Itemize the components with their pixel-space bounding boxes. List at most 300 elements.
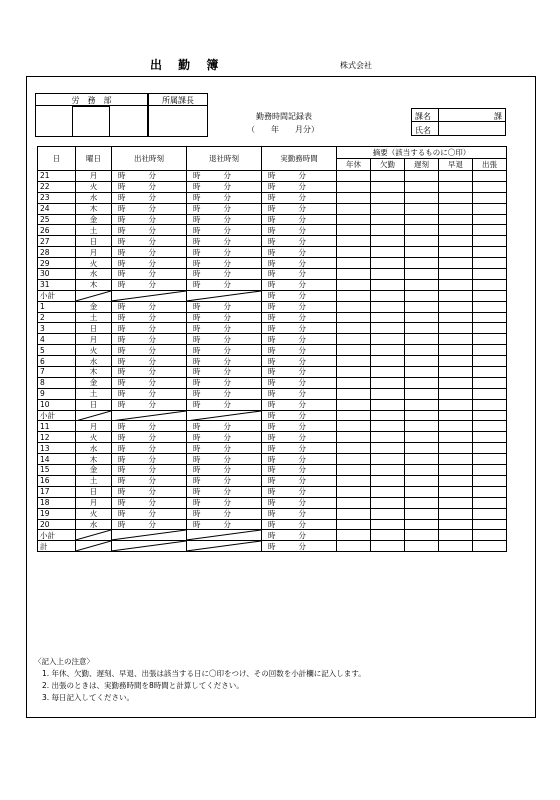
minute-unit: 分 <box>223 443 231 453</box>
remark-cell[interactable] <box>371 388 405 399</box>
remark-cell[interactable] <box>371 356 405 367</box>
time-cell[interactable] <box>112 443 187 454</box>
remark-cell[interactable] <box>405 312 439 323</box>
remark-cell[interactable] <box>337 508 371 519</box>
remark-cell[interactable] <box>473 323 507 334</box>
hour-unit: 時 <box>193 225 201 235</box>
remark-cell[interactable] <box>473 388 507 399</box>
time-cell[interactable] <box>187 367 262 378</box>
hour-unit: 時 <box>268 389 276 399</box>
remark-cell[interactable] <box>439 279 473 290</box>
remark-cell[interactable] <box>337 279 371 290</box>
remark-cell[interactable] <box>337 367 371 378</box>
remark-cell[interactable] <box>405 236 439 247</box>
minute-unit: 分 <box>148 313 156 323</box>
remark-cell[interactable] <box>439 258 473 269</box>
remark-cell[interactable] <box>337 356 371 367</box>
time-cell[interactable] <box>112 356 187 367</box>
remark-cell[interactable] <box>439 410 473 421</box>
remark-cell[interactable] <box>337 171 371 182</box>
minute-unit: 分 <box>148 421 156 431</box>
remark-cell[interactable] <box>439 171 473 182</box>
remark-cell[interactable] <box>405 225 439 236</box>
time-cell[interactable] <box>112 312 187 323</box>
remark-cell[interactable] <box>439 508 473 519</box>
remark-cell[interactable] <box>337 225 371 236</box>
weekday-cell: 日 <box>76 486 112 497</box>
remark-cell[interactable] <box>405 541 439 552</box>
remark-cell[interactable] <box>371 367 405 378</box>
remark-cell[interactable] <box>405 519 439 530</box>
time-cell[interactable] <box>262 508 337 519</box>
time-cell[interactable] <box>187 454 262 465</box>
remark-cell[interactable] <box>337 421 371 432</box>
remark-cell[interactable] <box>473 181 507 192</box>
time-cell[interactable] <box>262 203 337 214</box>
remark-cell[interactable] <box>371 508 405 519</box>
remark-cell[interactable] <box>371 530 405 541</box>
remark-cell[interactable] <box>473 203 507 214</box>
time-cell[interactable] <box>187 203 262 214</box>
remark-cell[interactable] <box>473 377 507 388</box>
remark-cell[interactable] <box>371 181 405 192</box>
attendance-rows <box>38 171 507 552</box>
minute-unit: 分 <box>298 291 306 301</box>
time-cell[interactable] <box>262 247 337 258</box>
remark-cell[interactable] <box>371 334 405 345</box>
time-cell[interactable] <box>112 203 187 214</box>
remark-cell[interactable] <box>439 497 473 508</box>
time-cell[interactable] <box>187 323 262 334</box>
minute-unit: 分 <box>148 454 156 464</box>
time-cell[interactable] <box>187 301 262 312</box>
remark-cell[interactable] <box>473 497 507 508</box>
remark-cell[interactable] <box>405 279 439 290</box>
remark-cell[interactable] <box>337 432 371 443</box>
time-cell[interactable] <box>112 214 187 225</box>
time-cell[interactable] <box>262 323 337 334</box>
remark-cell[interactable] <box>473 367 507 378</box>
time-cell[interactable] <box>187 312 262 323</box>
time-cell[interactable] <box>187 225 262 236</box>
remark-cell[interactable] <box>473 541 507 552</box>
remark-cell[interactable] <box>405 443 439 454</box>
remark-cell[interactable] <box>439 203 473 214</box>
remark-cell[interactable] <box>473 236 507 247</box>
remark-cell[interactable] <box>473 432 507 443</box>
remark-cell[interactable] <box>473 312 507 323</box>
time-cell[interactable] <box>262 312 337 323</box>
remark-cell[interactable] <box>337 247 371 258</box>
remark-cell[interactable] <box>405 399 439 410</box>
remark-cell[interactable] <box>439 312 473 323</box>
time-cell[interactable] <box>187 214 262 225</box>
remark-cell[interactable] <box>371 312 405 323</box>
time-cell[interactable] <box>112 269 187 280</box>
time-cell[interactable] <box>112 367 187 378</box>
remark-cell[interactable] <box>337 192 371 203</box>
time-cell[interactable] <box>112 465 187 476</box>
remark-cell[interactable] <box>473 530 507 541</box>
time-cell[interactable] <box>112 279 187 290</box>
time-cell[interactable] <box>187 192 262 203</box>
remark-cell[interactable] <box>473 290 507 301</box>
remark-cell[interactable] <box>405 181 439 192</box>
remark-cell[interactable] <box>405 475 439 486</box>
remark-cell[interactable] <box>473 443 507 454</box>
remark-cell[interactable] <box>337 181 371 192</box>
remark-cell[interactable] <box>337 541 371 552</box>
remark-cell[interactable] <box>439 247 473 258</box>
remark-cell[interactable] <box>439 334 473 345</box>
remark-cell[interactable] <box>405 258 439 269</box>
remark-cell[interactable] <box>439 399 473 410</box>
remark-cell[interactable] <box>371 345 405 356</box>
remark-cell[interactable] <box>473 486 507 497</box>
remark-cell[interactable] <box>371 399 405 410</box>
time-cell[interactable] <box>187 486 262 497</box>
time-cell[interactable] <box>262 475 337 486</box>
remark-cell[interactable] <box>473 345 507 356</box>
time-cell[interactable] <box>262 497 337 508</box>
remark-cell[interactable] <box>439 388 473 399</box>
time-cell[interactable] <box>112 236 187 247</box>
remark-cell[interactable] <box>473 410 507 421</box>
remark-cell[interactable] <box>337 258 371 269</box>
remark-cell[interactable] <box>473 334 507 345</box>
remark-cell[interactable] <box>337 334 371 345</box>
time-cell[interactable] <box>262 388 337 399</box>
remark-cell[interactable] <box>439 225 473 236</box>
time-cell[interactable] <box>262 356 337 367</box>
remark-cell[interactable] <box>405 345 439 356</box>
hour-unit: 時 <box>193 432 201 442</box>
remark-cell[interactable] <box>405 530 439 541</box>
remark-cell[interactable] <box>405 486 439 497</box>
time-cell[interactable] <box>187 399 262 410</box>
remark-cell[interactable] <box>371 269 405 280</box>
remark-cell[interactable] <box>405 377 439 388</box>
remark-cell[interactable] <box>439 465 473 476</box>
remark-cell[interactable] <box>439 377 473 388</box>
remark-cell[interactable] <box>473 475 507 486</box>
remark-cell[interactable] <box>473 399 507 410</box>
time-cell[interactable] <box>187 171 262 182</box>
remark-cell[interactable] <box>371 541 405 552</box>
remark-cell[interactable] <box>473 171 507 182</box>
time-cell[interactable] <box>187 465 262 476</box>
time-cell[interactable] <box>262 432 337 443</box>
remark-cell[interactable] <box>337 388 371 399</box>
time-cell[interactable] <box>187 497 262 508</box>
remark-cell[interactable] <box>473 356 507 367</box>
subtotal-label: 小計 <box>38 290 76 301</box>
time-cell[interactable] <box>187 388 262 399</box>
remark-cell[interactable] <box>405 334 439 345</box>
time-cell[interactable] <box>262 345 337 356</box>
remark-cell[interactable] <box>473 301 507 312</box>
name-label: 氏名 <box>415 126 431 135</box>
remark-cell[interactable] <box>405 465 439 476</box>
time-cell[interactable] <box>262 421 337 432</box>
time-cell[interactable] <box>262 530 337 541</box>
time-cell[interactable] <box>112 519 187 530</box>
time-cell[interactable] <box>112 181 187 192</box>
day-cell: 21 <box>38 171 76 182</box>
time-cell[interactable] <box>262 192 337 203</box>
time-cell[interactable] <box>112 421 187 432</box>
remark-cell[interactable] <box>405 356 439 367</box>
hour-unit: 時 <box>118 302 126 312</box>
remark-cell[interactable] <box>337 269 371 280</box>
time-cell[interactable] <box>262 334 337 345</box>
time-cell[interactable] <box>262 290 337 301</box>
time-cell[interactable] <box>187 421 262 432</box>
remark-cell[interactable] <box>371 192 405 203</box>
remark-cell[interactable] <box>337 301 371 312</box>
remark-cell[interactable] <box>439 181 473 192</box>
remark-cell[interactable] <box>439 269 473 280</box>
remark-cell[interactable] <box>439 421 473 432</box>
remark-cell[interactable] <box>473 269 507 280</box>
time-cell[interactable] <box>262 519 337 530</box>
remark-cell[interactable] <box>473 519 507 530</box>
remark-cell[interactable] <box>405 214 439 225</box>
remark-cell[interactable] <box>439 443 473 454</box>
weekday-cell: 土 <box>76 312 112 323</box>
time-cell[interactable] <box>187 432 262 443</box>
time-cell[interactable] <box>112 171 187 182</box>
remark-cell[interactable] <box>371 410 405 421</box>
time-cell[interactable] <box>112 301 187 312</box>
remark-cell[interactable] <box>405 497 439 508</box>
hour-unit: 時 <box>193 182 201 192</box>
remark-cell[interactable] <box>337 203 371 214</box>
remark-cell[interactable] <box>405 269 439 280</box>
time-cell[interactable] <box>187 519 262 530</box>
remark-cell[interactable] <box>371 301 405 312</box>
remark-cell[interactable] <box>371 214 405 225</box>
remark-cell[interactable] <box>439 356 473 367</box>
remark-cell[interactable] <box>439 236 473 247</box>
remark-cell[interactable] <box>371 519 405 530</box>
time-cell[interactable] <box>112 258 187 269</box>
remark-cell[interactable] <box>439 432 473 443</box>
time-cell[interactable] <box>112 345 187 356</box>
time-cell[interactable] <box>112 247 187 258</box>
remark-cell[interactable] <box>371 279 405 290</box>
minute-unit: 分 <box>298 465 306 475</box>
time-cell[interactable] <box>187 247 262 258</box>
remark-cell[interactable] <box>405 388 439 399</box>
time-cell[interactable] <box>262 301 337 312</box>
remark-cell[interactable] <box>405 508 439 519</box>
remark-cell[interactable] <box>337 530 371 541</box>
remark-cell[interactable] <box>473 258 507 269</box>
remark-cell[interactable] <box>439 475 473 486</box>
time-cell[interactable] <box>187 345 262 356</box>
diagonal-line <box>187 530 261 540</box>
time-cell[interactable] <box>112 323 187 334</box>
remark-cell[interactable] <box>337 323 371 334</box>
minute-unit: 分 <box>298 193 306 203</box>
remark-cell[interactable] <box>473 279 507 290</box>
time-cell[interactable] <box>112 334 187 345</box>
weekday-cell: 月 <box>76 334 112 345</box>
time-cell[interactable] <box>187 258 262 269</box>
remark-cell[interactable] <box>371 443 405 454</box>
remark-cell[interactable] <box>473 508 507 519</box>
remark-cell[interactable] <box>337 519 371 530</box>
remark-cell[interactable] <box>371 432 405 443</box>
remark-cell[interactable] <box>439 541 473 552</box>
time-cell[interactable] <box>187 181 262 192</box>
remark-cell[interactable] <box>439 214 473 225</box>
remark-cell[interactable] <box>337 214 371 225</box>
remark-cell[interactable] <box>371 475 405 486</box>
time-cell[interactable] <box>112 475 187 486</box>
remark-cell[interactable] <box>337 475 371 486</box>
attendance-table <box>37 146 507 552</box>
time-cell[interactable] <box>112 388 187 399</box>
remark-cell[interactable] <box>371 290 405 301</box>
remark-cell[interactable] <box>473 454 507 465</box>
remark-cell[interactable] <box>337 465 371 476</box>
remark-cell[interactable] <box>439 530 473 541</box>
remark-cell[interactable] <box>371 454 405 465</box>
remark-cell[interactable] <box>473 465 507 476</box>
remark-cell[interactable] <box>439 519 473 530</box>
remark-cell[interactable] <box>439 323 473 334</box>
remark-cell[interactable] <box>371 203 405 214</box>
remark-cell[interactable] <box>473 225 507 236</box>
time-cell[interactable] <box>112 377 187 388</box>
remark-cell[interactable] <box>371 465 405 476</box>
time-cell[interactable] <box>112 454 187 465</box>
remark-cell[interactable] <box>405 171 439 182</box>
time-cell[interactable] <box>112 508 187 519</box>
time-cell[interactable] <box>262 541 337 552</box>
time-cell[interactable] <box>262 377 337 388</box>
remark-cell[interactable] <box>371 497 405 508</box>
remark-cell[interactable] <box>337 410 371 421</box>
remark-cell[interactable] <box>405 192 439 203</box>
remark-cell[interactable] <box>337 377 371 388</box>
weekday-cell: 月 <box>76 171 112 182</box>
remark-cell[interactable] <box>371 171 405 182</box>
remark-cell[interactable] <box>439 345 473 356</box>
remark-cell[interactable] <box>405 432 439 443</box>
remark-cell[interactable] <box>371 225 405 236</box>
time-cell[interactable] <box>262 258 337 269</box>
time-cell[interactable] <box>187 236 262 247</box>
remark-cell[interactable] <box>473 421 507 432</box>
time-cell[interactable] <box>262 236 337 247</box>
time-cell[interactable] <box>112 486 187 497</box>
time-cell[interactable] <box>262 454 337 465</box>
remark-cell[interactable] <box>439 192 473 203</box>
remark-cell[interactable] <box>405 323 439 334</box>
remark-cell[interactable] <box>405 367 439 378</box>
remark-cell[interactable] <box>337 290 371 301</box>
time-cell[interactable] <box>187 443 262 454</box>
remark-cell[interactable] <box>405 454 439 465</box>
remark-cell[interactable] <box>337 345 371 356</box>
remark-cell[interactable] <box>473 247 507 258</box>
time-cell[interactable] <box>262 399 337 410</box>
time-cell[interactable] <box>187 508 262 519</box>
time-cell[interactable] <box>112 192 187 203</box>
remark-cell[interactable] <box>371 421 405 432</box>
time-cell[interactable] <box>262 465 337 476</box>
remark-cell[interactable] <box>371 247 405 258</box>
remark-cell[interactable] <box>439 454 473 465</box>
minute-unit: 分 <box>148 236 156 246</box>
remark-cell[interactable] <box>439 301 473 312</box>
remark-cell[interactable] <box>439 486 473 497</box>
remark-cell[interactable] <box>473 214 507 225</box>
time-cell[interactable] <box>187 356 262 367</box>
diagonal-line <box>112 530 186 540</box>
minute-unit: 分 <box>148 225 156 235</box>
time-cell[interactable] <box>187 279 262 290</box>
remark-cell[interactable] <box>405 247 439 258</box>
time-cell[interactable] <box>262 367 337 378</box>
time-cell[interactable] <box>112 432 187 443</box>
remark-cell[interactable] <box>405 290 439 301</box>
remark-cell[interactable] <box>439 290 473 301</box>
time-cell[interactable] <box>187 334 262 345</box>
time-cell[interactable] <box>187 475 262 486</box>
remark-cell[interactable] <box>337 236 371 247</box>
time-cell[interactable] <box>262 486 337 497</box>
time-cell[interactable] <box>262 410 337 421</box>
remark-cell[interactable] <box>371 236 405 247</box>
remark-cell[interactable] <box>371 258 405 269</box>
remark-cell[interactable] <box>371 486 405 497</box>
remark-cell[interactable] <box>337 312 371 323</box>
time-cell[interactable] <box>187 269 262 280</box>
remark-cell[interactable] <box>371 377 405 388</box>
time-cell[interactable] <box>262 279 337 290</box>
remark-cell[interactable] <box>405 203 439 214</box>
time-cell[interactable] <box>262 181 337 192</box>
time-cell[interactable] <box>112 225 187 236</box>
time-cell[interactable] <box>262 225 337 236</box>
remark-cell[interactable] <box>473 192 507 203</box>
remark-cell[interactable] <box>337 399 371 410</box>
remark-cell[interactable] <box>337 486 371 497</box>
remark-cell[interactable] <box>405 421 439 432</box>
time-cell[interactable] <box>112 497 187 508</box>
time-cell[interactable] <box>262 269 337 280</box>
remark-cell[interactable] <box>405 410 439 421</box>
total-row <box>38 541 507 552</box>
time-cell[interactable] <box>262 214 337 225</box>
hour-unit: 時 <box>268 225 276 235</box>
time-cell[interactable] <box>187 377 262 388</box>
remark-cell[interactable] <box>337 497 371 508</box>
remark-cell[interactable] <box>337 443 371 454</box>
time-cell[interactable] <box>262 443 337 454</box>
time-cell[interactable] <box>112 399 187 410</box>
remark-cell[interactable] <box>439 367 473 378</box>
time-cell[interactable] <box>262 171 337 182</box>
table-row <box>38 443 507 454</box>
remark-cell[interactable] <box>371 323 405 334</box>
remark-cell[interactable] <box>405 301 439 312</box>
remark-cell[interactable] <box>337 454 371 465</box>
